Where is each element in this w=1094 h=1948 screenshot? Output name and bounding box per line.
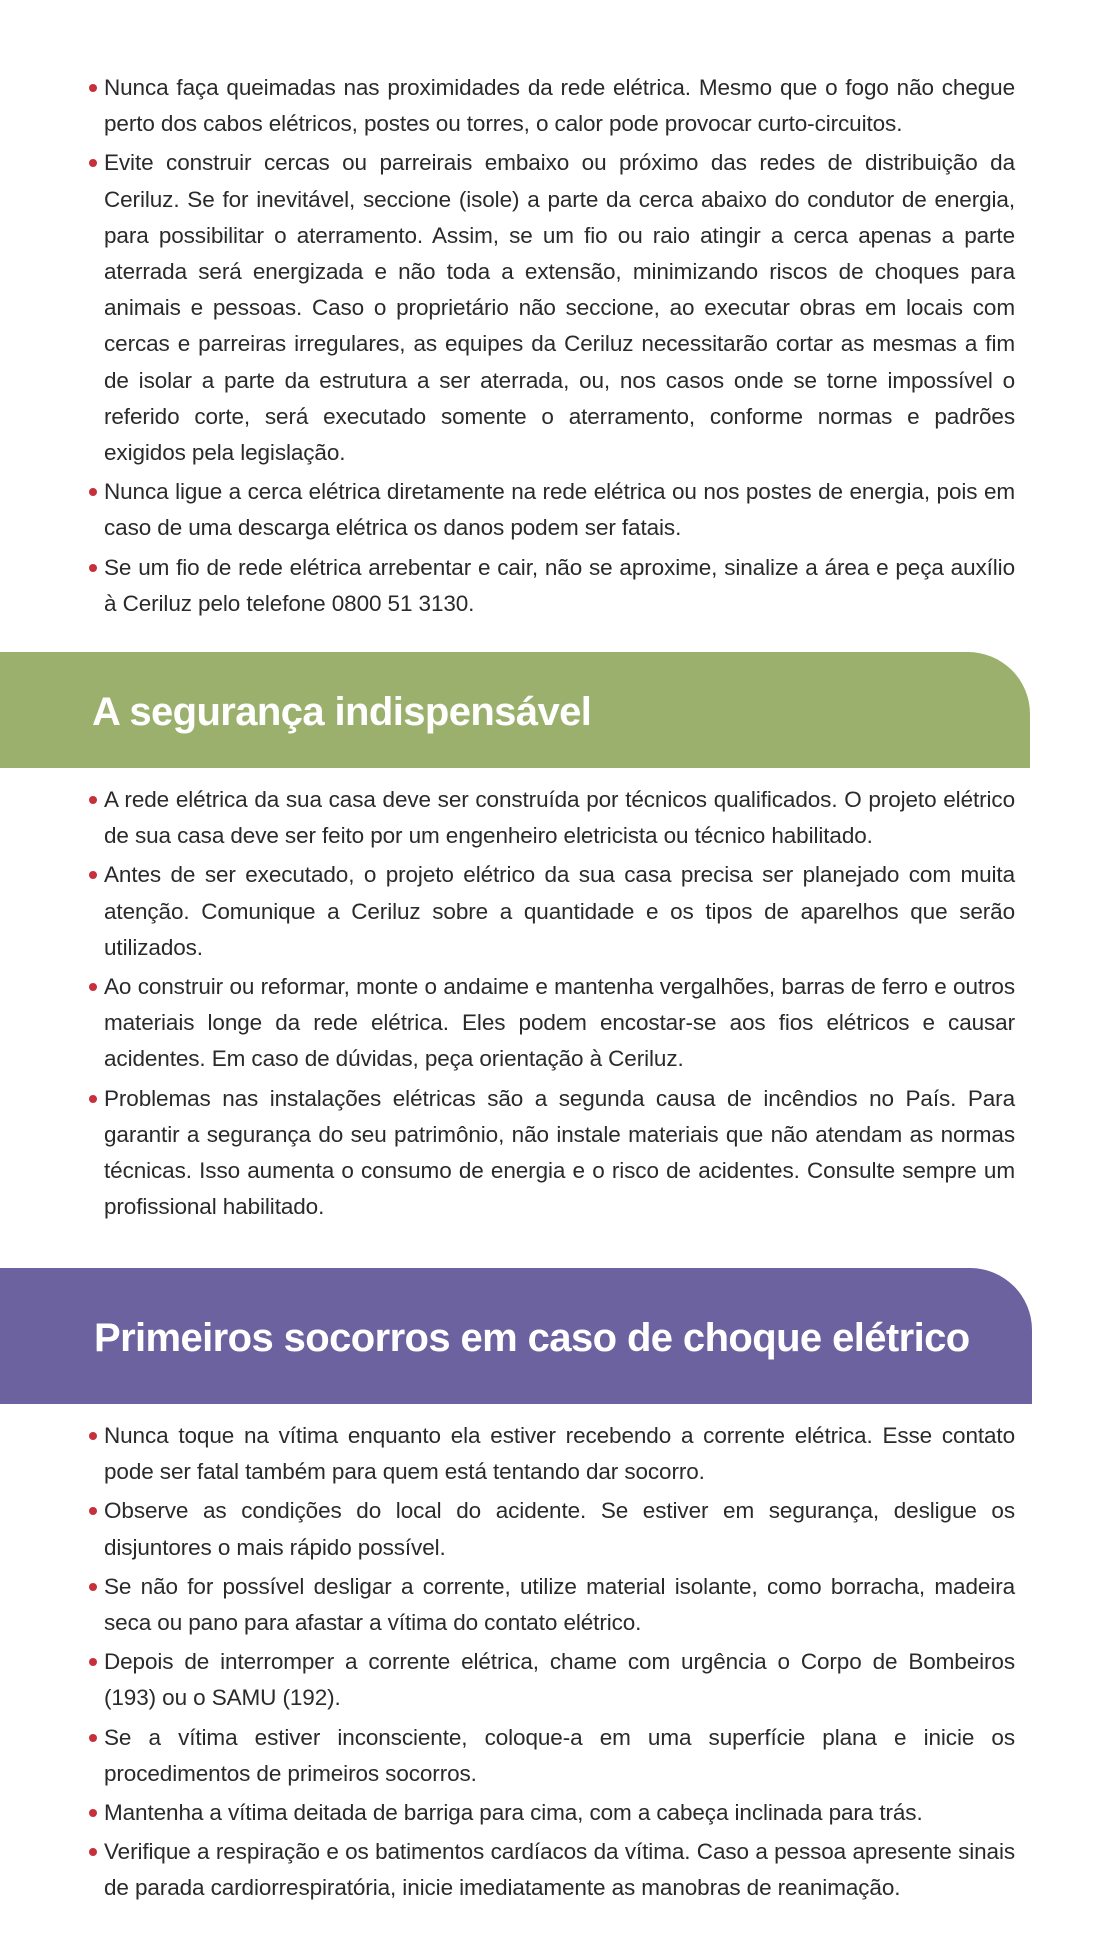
list-item-text: Ao construir ou reformar, monte o andaime e mantenha vergalhões, barras de ferro e outros materiais longe da rede elétrica. Eles podem encostar-se aos fios elétricos e causar acidentes. Em caso de dúvidas, peça orientação à Ceriluz. (104, 974, 1015, 1072)
list-item (92, 969, 1015, 1078)
list-item-text: Se um fio de rede elétrica arrebentar e cair, não se aproxime, sinalize a área e peça auxílio à Ceriluz pelo telefone 0800 51 3130. (104, 554, 1015, 616)
list-item-text: Observe as condições do local do acidente. Se estiver em segurança, desligue os disjuntores o mais rápido possível. (104, 1498, 1015, 1560)
list-item-text: Depois de interromper a corrente elétrica, chame com urgência o Corpo de Bombeiros (193) ou o SAMU (192). (104, 1649, 1015, 1711)
bullet-dot (89, 1734, 97, 1742)
bullet-dot (89, 796, 97, 804)
list-item (92, 1834, 1015, 1906)
primeiros-socorros-bullet-list (92, 1418, 1015, 1910)
list-item (92, 782, 1015, 854)
list-item (92, 1644, 1015, 1716)
list-item (92, 1418, 1015, 1490)
seguranca-bullet-list (92, 782, 1015, 1228)
bullet-dot (89, 1809, 97, 1817)
list-item (92, 1081, 1015, 1226)
list-item-text: Mantenha a vítima deitada de barriga para cima, com a cabeça inclinada para trás. (104, 1800, 923, 1826)
bullet-dot (89, 1658, 97, 1666)
list-item (92, 1569, 1015, 1641)
section-title: Primeiros socorros em caso de choque elétrico (94, 1315, 970, 1360)
bullet-dot (89, 84, 97, 92)
bullet-dot (89, 488, 97, 496)
list-item (92, 70, 1015, 142)
bullet-dot (89, 983, 97, 991)
bullet-dot (89, 871, 97, 879)
list-item-text: Problemas nas instalações elétricas são a segunda causa de incêndios no País. Para garantir a segurança do seu patrimônio, não instale materiais que não atendam as normas técnicas. Isso aumenta o consumo de energia e o risco de acidentes. Consulte sempre um profissional habilitado. (104, 1085, 1015, 1220)
section-title: A segurança indispensável (92, 689, 592, 734)
list-item (92, 1720, 1015, 1792)
list-item-text: Nunca ligue a cerca elétrica diretamente na rede elétrica ou nos postes de energia, pois em caso de uma descarga elétrica os danos podem ser fatais. (104, 479, 1015, 541)
bullet-dot (89, 1095, 97, 1103)
list-item-text: Evite construir cercas ou parreirais embaixo ou próximo das redes de distribuição da Ceriluz. Se for inevitável, seccione (isole) a parte da cerca abaixo do condutor de energia, para possibilitar o aterramento. Assim, se um fio ou raio atingir a cerca apenas a parte aterrada será energizada e não toda a extensão, minimizando riscos de choques para animais e pessoas. Caso o proprietário não seccione, ao executar obras em locais com cercas e parreiras irregulares, as equipes da Ceriluz necessitarão cortar as mesmas a fim de isolar a parte da estrutura a ser aterrada, ou, nos casos onde se torne impossível o referido corte, será executado somente o aterramento, conforme normas e padrões exigidos pela legislação. (104, 150, 1015, 466)
bullet-dot (89, 1432, 97, 1440)
list-item (92, 474, 1015, 546)
intro-bullet-list (92, 70, 1015, 625)
bullet-dot (89, 159, 97, 167)
list-item (92, 1493, 1015, 1565)
list-item (92, 550, 1015, 622)
list-item-text: Antes de ser executado, o projeto elétrico da sua casa precisa ser planejado com muita atenção. Comunique a Ceriluz sobre a quantidade e os tipos de aparelhos que serão utilizados. (104, 862, 1015, 960)
section-header-seguranca (0, 652, 1030, 768)
list-item-text: Nunca faça queimadas nas proximidades da rede elétrica. Mesmo que o fogo não chegue perto dos cabos elétricos, postes ou torres, o calor pode provocar curto-circuitos. (104, 75, 1015, 137)
list-item-text: Se a vítima estiver inconsciente, coloque-a em uma superfície plana e inicie os procedimentos de primeiros socorros. (104, 1724, 1015, 1786)
list-item (92, 145, 1015, 471)
list-item-text: A rede elétrica da sua casa deve ser construída por técnicos qualificados. O projeto elétrico de sua casa deve ser feito por um engenheiro eletricista ou técnico habilitado. (104, 787, 1015, 849)
bullet-dot (89, 1507, 97, 1515)
bullet-dot (89, 564, 97, 572)
bullet-dot (89, 1583, 97, 1591)
section-header-primeiros-socorros (0, 1268, 1032, 1404)
list-item-text: Verifique a respiração e os batimentos cardíacos da vítima. Caso a pessoa apresente sinais de parada cardiorrespiratória, inicie imediatamente as manobras de reanimação. (104, 1839, 1015, 1901)
list-item-text: Nunca toque na vítima enquanto ela estiver recebendo a corrente elétrica. Esse contato pode ser fatal também para quem está tentando dar socorro. (104, 1423, 1015, 1485)
bullet-dot (89, 1848, 97, 1856)
list-item (92, 1795, 1015, 1831)
list-item (92, 857, 1015, 966)
list-item-text: Se não for possível desligar a corrente, utilize material isolante, como borracha, madeira seca ou pano para afastar a vítima do contato elétrico. (104, 1573, 1015, 1636)
